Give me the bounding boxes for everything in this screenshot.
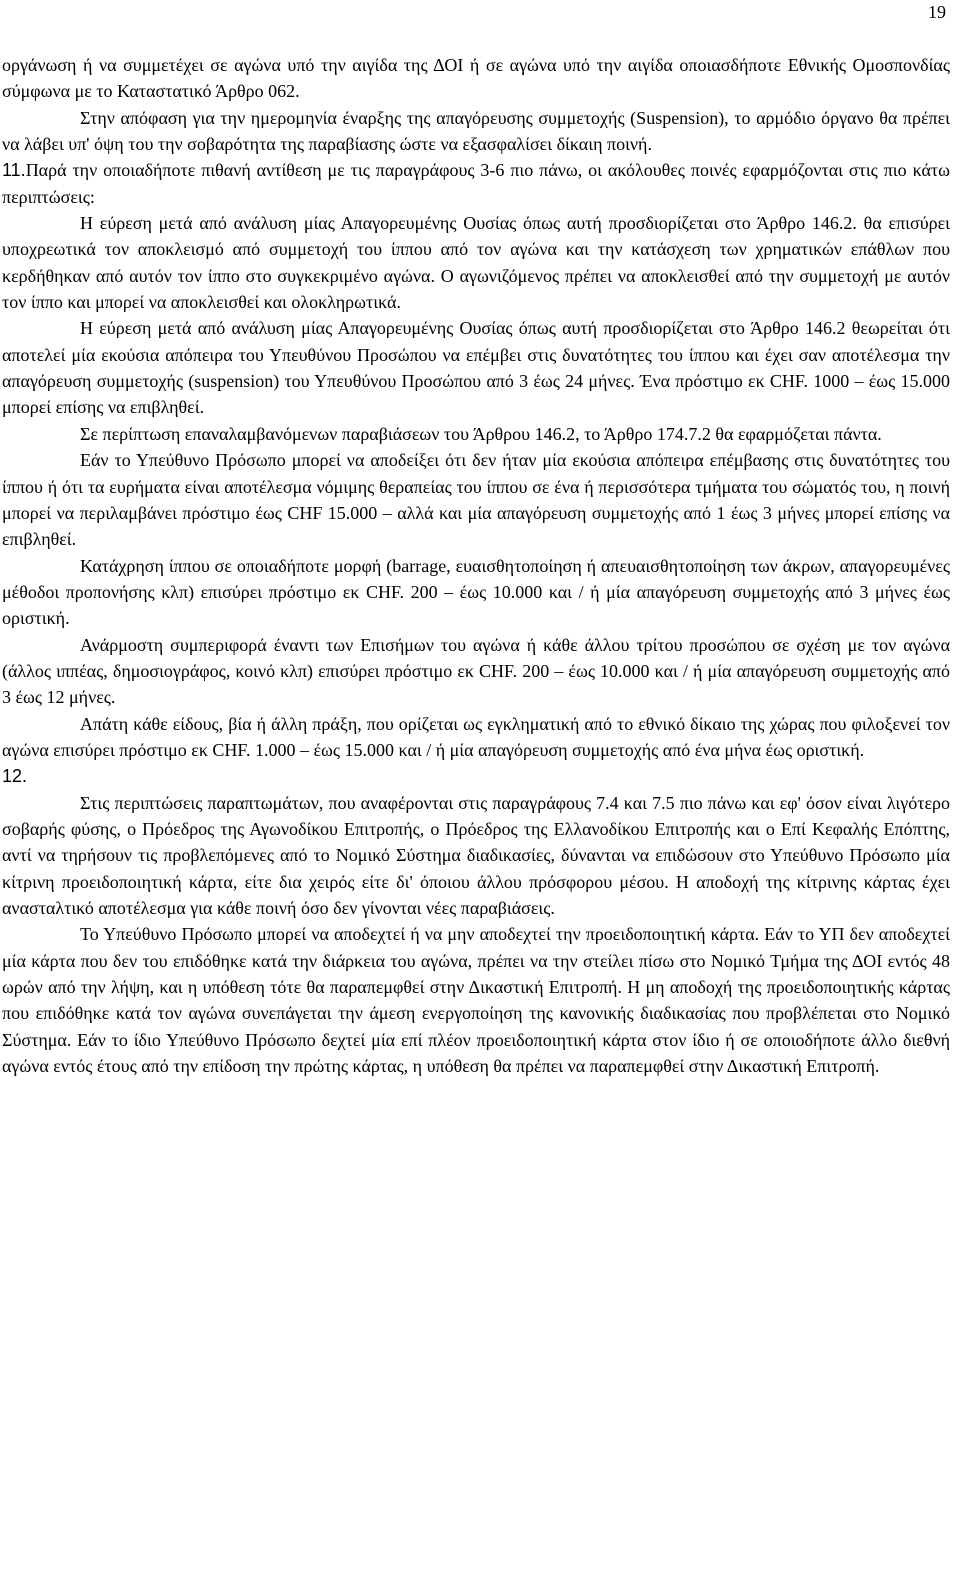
paragraph: Ανάρμοστη συμπεριφορά έναντι των Επισήμων του αγώνα ή κάθε άλλου τρίτου προσώπου σε σχέση με τον αγώνα (άλλος ιππέας, δημοσιογράφος, κοινό κλπ) επισύρει πρόστιμο εκ CHF. 200 – έως 10.000 και / ή μία απαγόρευση συμμετοχής από 3 έως 12 μήνες.	[2, 634, 950, 708]
section-number: 11.	[2, 160, 26, 181]
paragraph: Απάτη κάθε είδους, βία ή άλλη πράξη, που ορίζεται ως εγκληματική από το εθνικό δίκαιο της χώρας που φιλοξενεί τον αγώνα επισύρει πρόστιμο εκ CHF. 1.000 – έως 15.000 και / ή μία απαγόρευση συμμετοχής από ένα μήνα έως οριστική.	[2, 713, 950, 760]
paragraph: οργάνωση ή να συμμετέχει σε αγώνα υπό την αιγίδα της ΔΟΙ ή σε αγώνα υπό την αιγίδα οποιασδήποτε Εθνικής Ομοσπονδίας σύμφωνα με το Καταστατικό Άρθρο 062.	[2, 55, 950, 102]
section-11	[2, 157, 950, 210]
paragraph: Στην απόφαση για την ημερομηνία έναρξης της απαγόρευσης συμμετοχής (Suspension), το αρμόδιο όργανο θα πρέπει να λάβει υπ' όψη του την σοβαρότητα της παραβίασης ώστε να εξασφαλίσει δίκαιη ποινή.	[2, 107, 950, 155]
paragraph: Η εύρεση μετά από ανάλυση μίας Απαγορευμένης Ουσίας όπως αυτή προσδιορίζεται στο Άρθρο 146.2 θεωρείται ότι αποτελεί μία εκούσια απόπειρα του Υπευθύνου Προσώπου να επέμβει στις δυνατότητες του ίππου και έχει σαν αποτέλεσμα την απαγόρευση συμμετοχής (suspension) του Υπευθύνου Προσώπου από 3 έως 24 μήνες. Ένα πρόστιμο εκ CHF. 1000 – έως 15.000 μπορεί επίσης να επιβληθεί.	[2, 318, 950, 418]
paragraph: Σε περίπτωση επαναλαμβανόμενων παραβιάσεων του Άρθρου 146.2, το Άρθρο 174.7.2 θα εφαρμόζεται πάντα.	[80, 423, 882, 444]
paragraph: Η εύρεση μετά από ανάλυση μίας Απαγορευμένης Ουσίας όπως αυτή προσδιορίζεται στο Άρθρο 146.2. θα επισύρει υποχρεωτικά τον αποκλεισμό από συμμετοχή του ίππου από τον αγώνα και την κατάσχεση των χρηματικών επάθλων που κερδήθηκαν από αυτόν τον ίππο στο συγκεκριμένο αγώνα. Ο αγωνιζόμενος πρέπει να αποκλεισθεί από την συμμετοχή με αυτόν τον ίππο και μπορεί να αποκλεισθεί και ολοκληρωτικά.	[2, 213, 950, 313]
section-intro: Παρά την οποιαδήποτε πιθανή αντίθεση με τις παραγράφους 3-6 πιο πάνω, οι ακόλουθες ποινές εφαρμόζονται στις πιο κάτω περιπτώσεις:	[2, 160, 950, 207]
paragraph: Κατάχρηση ίππου σε οποιαδήποτε μορφή (barrage, ευαισθητοποίηση ή απευαισθητοποίηση των άκρων, απαγορευμένες μέθοδοι προπονήσης κλπ) επισύρει πρόστιμο εκ CHF. 200 – έως 10.000 και / ή μία απαγόρευση συμμετοχής από 3 μήνες έως οριστική.	[2, 555, 950, 629]
page-number: 19	[928, 2, 946, 22]
document-body	[2, 52, 950, 1079]
section-number: 12.	[2, 766, 28, 787]
paragraph: Εάν το Υπεύθυνο Πρόσωπο μπορεί να αποδείξει ότι δεν ήταν μία εκούσια απόπειρα επέμβασης στις δυνατότητες του ίππου ή ότι τα ευρήματα είναι αποτέλεσμα νόμιμης θεραπείας του ίππου σε ένα ή περισσότερα τμήματα του σώματός του, η ποινή μπορεί να περιλαμβάνει πρόστιμο έως CHF 15.000 – αλλά και μία απαγόρευση συμμετοχής από 1 έως 3 μήνες μπορεί επίσης να επιβληθεί.	[2, 450, 950, 550]
paragraph: Το Υπεύθυνο Πρόσωπο μπορεί να αποδεχτεί ή να μην αποδεχτεί την προειδοποιητική κάρτα. Εάν το ΥΠ δεν αποδεχτεί μία κάρτα που δεν του επιδόθηκε κατά την διάρκεια του αγώνα, πρέπει να την στείλει πίσω στο Νομικό Τμήμα της ΔΟΙ εντός 48 ωρών από την λήψη, και η υπόθεση τότε θα παραπεμφθεί στην Δικαστική Επιτροπή. Η μη αποδοχή της προειδοποιητικής κάρτας που επιδόθηκε κατά τον αγώνα συνεπάγεται την άμεση ενεργοποίηση της κανονικής διαδικασίας που προβλέπεται στο Νομικό Σύστημα. Εάν το ίδιο Υπεύθυνο Πρόσωπο δεχτεί μία επί πλέον προειδοποιητική κάρτα στον ίδιο ή σε οποιοδήποτε άλλο διεθνή αγώνα εντός έτους από την επίδοση την πρώτης κάρτας, η υπόθεση θα πρέπει να παραπεμφθεί στην Δικαστική Επιτροπή.	[2, 924, 950, 1077]
paragraph: Στις περιπτώσεις παραπτωμάτων, που αναφέρονται στις παραγράφους 7.4 και 7.5 πιο πάνω και εφ' όσον είναι λιγότερο σοβαρής φύσης, ο Πρόεδρος της Αγωνοδίκου Επιτροπής, ο Πρόεδρος της Ελλανοδίκου Επιτροπής και ο Επί Κεφαλής Επόπτης, αντί να τηρήσουν τις προβλεπόμενες από το Νομικό Σύστημα διαδικασίες, δύνανται να επιδώσουν στο Υπεύθυνο Πρόσωπο μία κίτρινη προειδοποιητική κάρτα, είτε δια χειρός είτε δι' όποιου άλλου πρόσφορου μέσου. Η αποδοχή της κίτρινης κάρτας έχει ανασταλτικό αποτέλεσμα για κάθε ποινή όσο δεν γίνονται νέες παραβιάσεις.	[2, 792, 950, 918]
